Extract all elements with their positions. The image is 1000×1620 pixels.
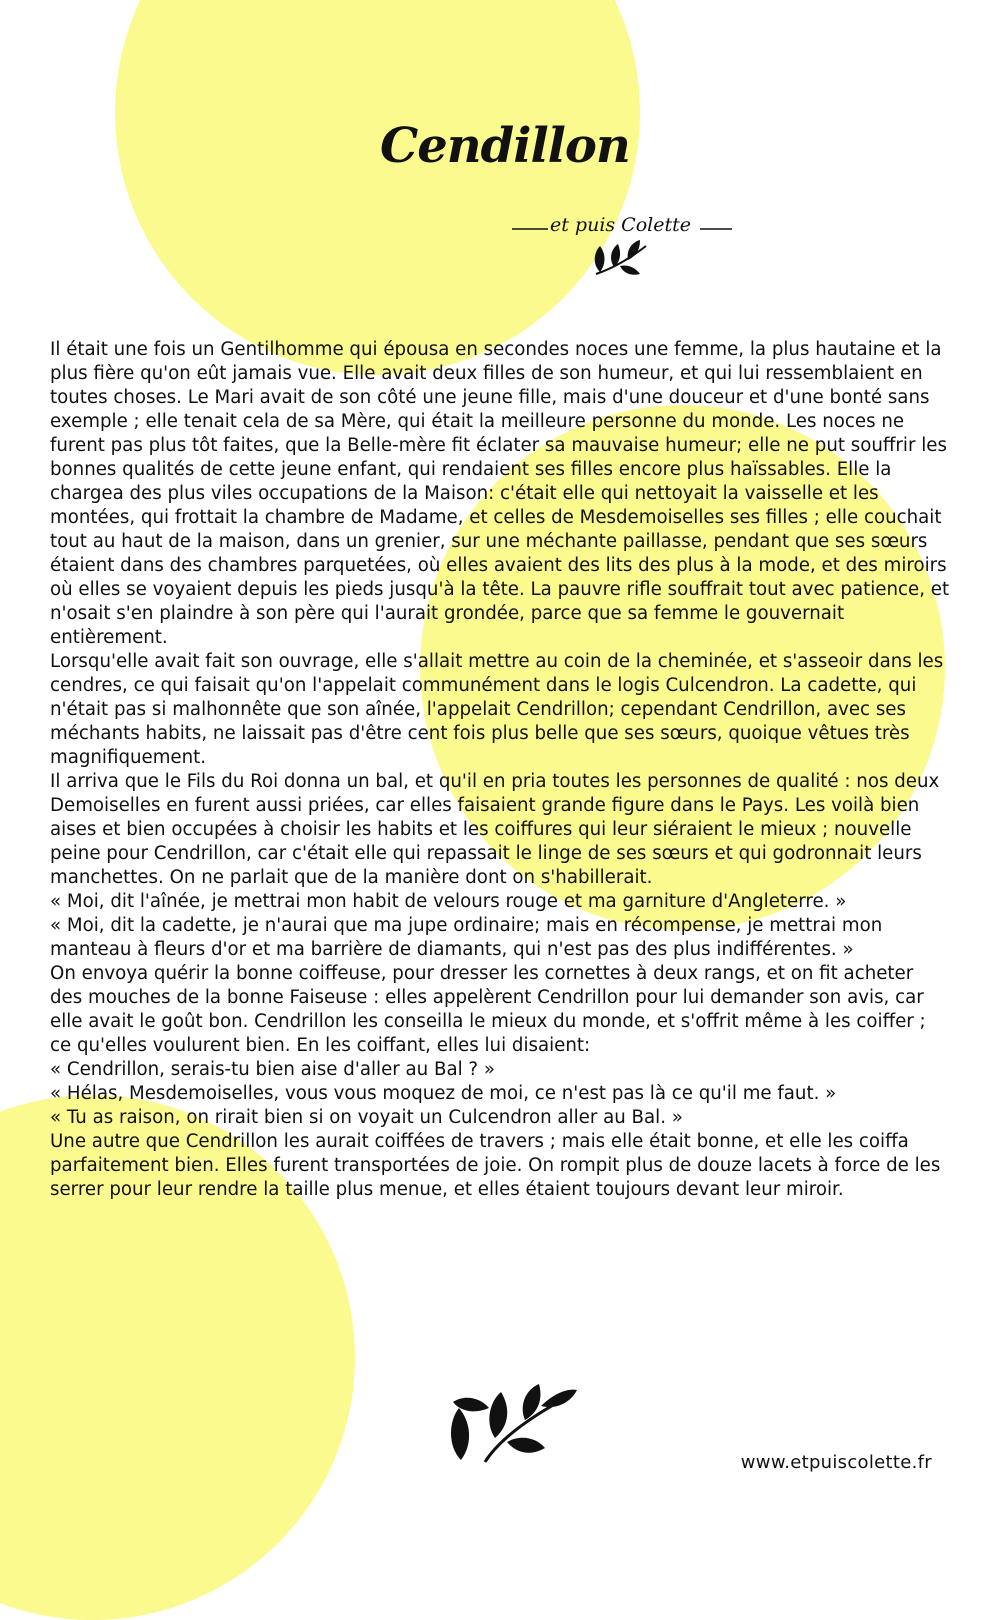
- story-paragraph: Lorsqu'elle avait fait son ouvrage, elle s'allait mettre au coin de la cheminée, et s'asseoir dans les cendres, ce qui faisait qu'on l'appelait communément dans le logis Culcendron. La cadette, qui n'était pas si malhonnête que son aînée, l'appelait Cendrillon; cependant Cendrillon, avec ses méchants habits, ne laissait pas d'être cent fois plus belle que ses sœurs, quoique vêtues très magnifiquement.: [50, 651, 944, 768]
- story-dialogue: « Tu as raison, on rirait bien si on voyait un Culcendron aller au Bal. »: [50, 1107, 683, 1128]
- story-dialogue: « Cendrillon, serais-tu bien aise d'aller au Bal ? »: [50, 1059, 495, 1080]
- story-dialogue: « Moi, dit la cadette, je n'aurai que ma jupe ordinaire; mais en récompense, je mettrai mon manteau à fleurs d'or et ma barrière de diamants, qui n'est pas des plus indifférentes. »: [50, 915, 883, 960]
- branch-leaf-icon: [445, 1380, 580, 1465]
- story-paragraph: On envoya quérir la bonne coiffeuse, pour dresser les cornettes à deux rangs, et on fit acheter des mouches de la bonne Faiseuse : elles appelèrent Cendrillon pour lui demander son avis, car elle avait le goût bon. Cendrillon les conseilla le mieux du monde, et s'offrit même à les coiffer ; ce qu'elles voulurent bien. En les coiffant, elles lui disaient:: [50, 963, 926, 1056]
- story-text: [50, 338, 950, 1202]
- signature-text: et puis Colette: [550, 214, 691, 236]
- story-paragraph: Il arriva que le Fils du Roi donna un bal, et qu'il en pria toutes les personnes de qualité : nos deux Demoiselles en furent aussi priées, car elles faisaient grande figure dans le Pays. Les voilà bien aises et bien occupées à choisir les habits et les coiffures qui leur siéraient le mieux ; nouvelle peine pour Cendrillon, car c'était elle qui repassait le linge de ses sœurs et qui godronnait leurs manchettes. On ne parlait que de la manière dont on s'habillerait.: [50, 771, 940, 888]
- branch-leaf-icon: [590, 236, 650, 278]
- story-dialogue: « Hélas, Mesdemoiselles, vous vous moquez de moi, ce n'est pas là ce qu'il me faut. »: [50, 1083, 837, 1104]
- website-url: www.etpuiscolette.fr: [740, 1452, 932, 1473]
- page-title: Cendillon: [380, 118, 630, 174]
- decorative-yellow-circle-top: [115, 0, 640, 375]
- story-paragraph: Il était une fois un Gentilhomme qui épousa en secondes noces une femme, la plus hautaine et la plus fière qu'on eût jamais vue. Elle avait deux filles de son humeur, et qui lui ressemblaient en toutes choses. Le Mari avait de son côté une jeune fille, mais d'une douceur et d'une bonté sans exemple ; elle tenait cela de sa Mère, qui était la meilleure personne du monde. Les noces ne furent pas plus tôt faites, que la Belle-mère fit éclater sa mauvaise humeur; elle ne put souffrir les bonnes qualités de cette jeune enfant, qui rendaient ses filles encore plus haïssables. Elle la chargea des plus viles occupations de la Maison: c'était elle qui nettoyait la vaisselle et les montées, qui frottait la chambre de Madame, et celles de Mesdemoiselles ses filles ; elle couchait tout au haut de la maison, dans un grenier, sur une méchante paillasse, pendant que ses sœurs étaient dans des chambres parquetées, où elles avaient des lits des plus à la mode, et des miroirs où elles se voyaient depuis les pieds jusqu'à la tête. La pauvre rifle souffrait tout avec patience, et n'osait s'en plaindre à son père qui l'aurait grondée, parce que sa femme le gouvernait entièrement.: [50, 339, 950, 648]
- story-paragraph: Une autre que Cendrillon les aurait coiffées de travers ; mais elle était bonne, et elle les coiffa parfaitement bien. Elles furent transportées de joie. On rompit plus de douze lacets à force de les serrer pour leur rendre la taille plus menue, et elles étaient toujours devant leur miroir.: [50, 1131, 941, 1200]
- story-dialogue: « Moi, dit l'aînée, je mettrai mon habit de velours rouge et ma garniture d'Angleterre. »: [50, 891, 847, 912]
